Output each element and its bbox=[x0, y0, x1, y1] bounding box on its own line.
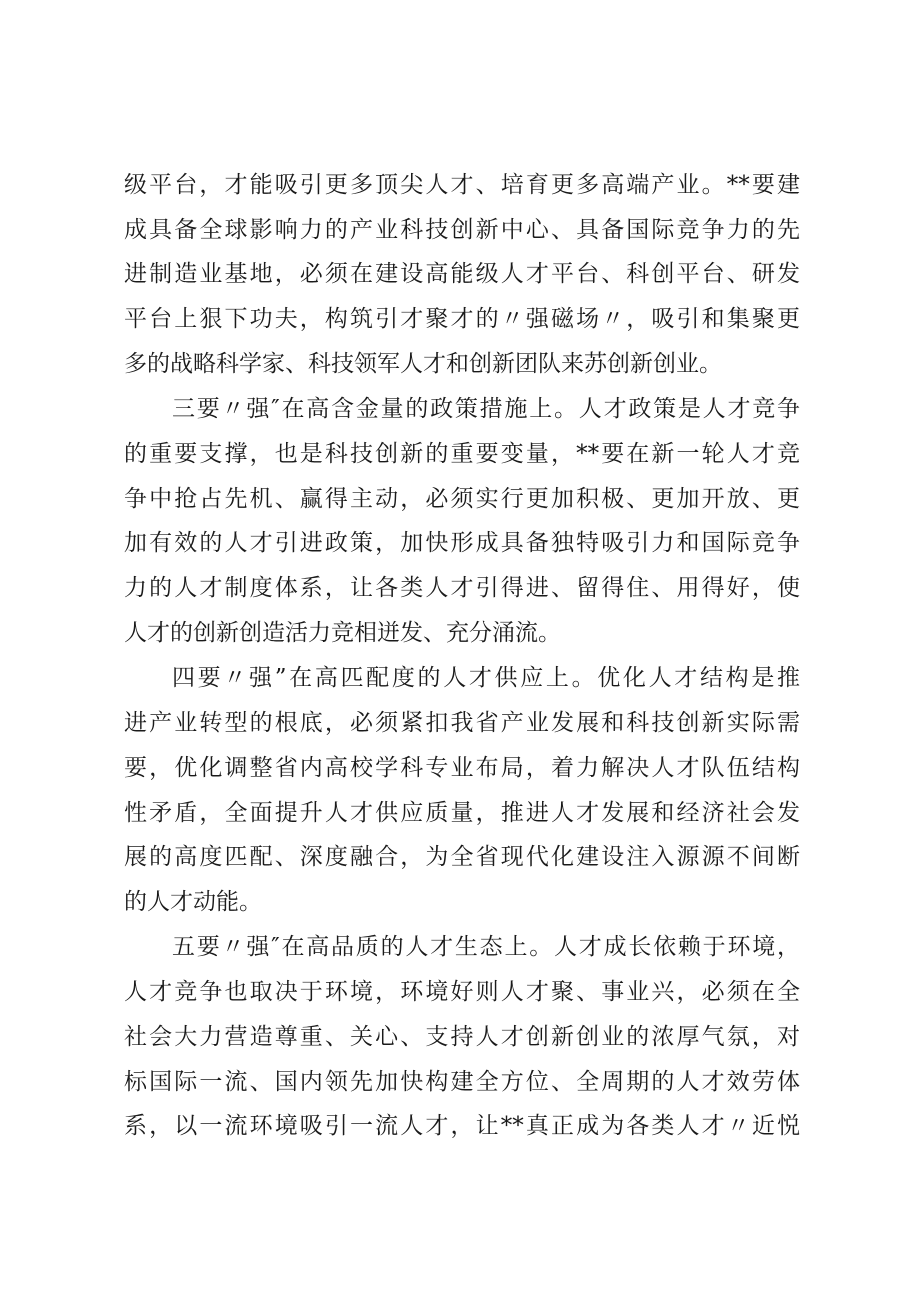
text-line: 社会大力营造尊重、关心、支持人才创新创业的浓厚气氛，对 bbox=[124, 1024, 800, 1050]
text-line: 要，优化调整省内高校学科专业布局，着力解决人才队伍结构 bbox=[124, 755, 800, 781]
text-line: 成具备全球影响力的产业科技创新中心、具备国际竞争力的先 bbox=[124, 217, 800, 243]
text-line: 力的人才制度体系，让各类人才引得进、留得住、用得好，使 bbox=[124, 575, 800, 601]
text-line: 多的战略科学家、科技领军人才和创新团队来苏创新创业。 bbox=[124, 351, 722, 377]
text-line: 人才的创新创造活力竞相迸发、充分涌流。 bbox=[124, 620, 561, 646]
text-line: 标国际一流、国内领先加快构建全方位、全周期的人才效劳体 bbox=[124, 1069, 800, 1095]
text-line: 系，以一流环境吸引一流人才，让**真正成为各类人才〃近悦 bbox=[124, 1113, 800, 1139]
text-line: 的人才动能。 bbox=[124, 889, 262, 915]
text-line: 人才竞争也取决于环境，环境好则人才聚、事业兴，必须在全 bbox=[124, 979, 800, 1005]
text-line: 进制造业基地，必须在建设高能级人才平台、科创平台、研发 bbox=[124, 261, 800, 287]
text-line: 的重要支撑，也是科技创新的重要变量，**要在新一轮人才竞 bbox=[124, 441, 800, 467]
paragraph-heading-3: 三要〃强″在高含金量的政策措施上。人才政策是人才竞争 bbox=[172, 396, 800, 422]
text-line: 平台上狠下功夫，构筑引才聚才的〃强磁场〃，吸引和集聚更 bbox=[124, 306, 800, 332]
text-line: 级平台，才能吸引更多顶尖人才、培育更多高端产业。**要建 bbox=[124, 172, 800, 198]
text-line: 争中抢占先机、赢得主动，必须实行更加积极、更加开放、更 bbox=[124, 486, 800, 512]
text-line: 进产业转型的根底，必须紧扣我省产业发展和科技创新实际需 bbox=[124, 710, 800, 736]
text-line: 展的高度匹配、深度融合，为全省现代化建设注入源源不间断 bbox=[124, 844, 800, 870]
paragraph-heading-4: 四要〃强”在高匹配度的人才供应上。优化人才结构是推 bbox=[172, 665, 800, 691]
text-line: 性矛盾，全面提升人才供应质量，推进人才发展和经济社会发 bbox=[124, 800, 800, 826]
paragraph-heading-5: 五要〃强″在高品质的人才生态上。人才成长依赖于环境， bbox=[172, 934, 800, 960]
text-line: 加有效的人才引进政策，加快形成具备独特吸引力和国际竞争 bbox=[124, 530, 800, 556]
